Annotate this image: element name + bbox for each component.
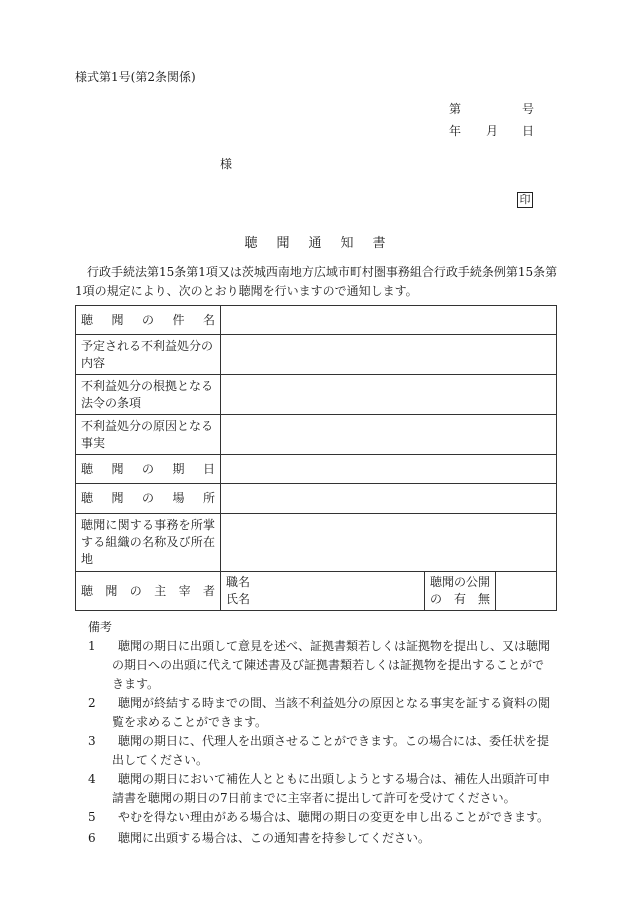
planned-disposition-value <box>221 335 557 375</box>
row-label: 聴聞の期日 <box>76 455 221 484</box>
org-info-value <box>221 514 557 572</box>
table-row <box>76 484 557 514</box>
date-month: 月 <box>486 124 499 138</box>
row-label: 予定される不利益処分の内容 <box>76 335 221 375</box>
disclosure-value <box>496 572 557 611</box>
row-label: 聴聞の主宰者 <box>76 572 221 611</box>
number-prefix: 第 <box>449 102 462 116</box>
table-row <box>76 375 557 415</box>
table-row <box>76 572 557 611</box>
job-title-label: 職名 <box>226 575 251 589</box>
remarks-heading: 備考 <box>88 620 113 634</box>
remark-item: 6 聴聞に出頭する場合は、この通知書を持参してください。 <box>88 831 431 845</box>
table-row <box>76 306 557 335</box>
date-day: 日 <box>522 124 535 138</box>
row-label: 聴聞の件名 <box>76 306 221 335</box>
row-label: 不利益処分の原因となる事実 <box>76 415 221 455</box>
table-row <box>76 335 557 375</box>
table-row <box>76 415 557 455</box>
hearing-info-table <box>75 305 557 611</box>
row-label: 聴聞に関する事務を所掌する組織の名称及び所在地 <box>76 514 221 572</box>
legal-basis-value <box>221 375 557 415</box>
presiding-officer-value <box>221 572 425 611</box>
remark-item: 3 聴聞の期日に、代理人を出頭させることができます。この場合には、委任状を提出してください。 <box>88 734 550 767</box>
remark-item: 4 聴聞の期日において補佐人とともに出頭しようとする場合は、補佐人出頭許可申請書を聴聞の期日の7日前までに主宰者に提出して許可を受けてください。 <box>88 772 551 805</box>
form-id: 様式第1号(第2条関係) <box>75 70 196 84</box>
seal-mark: 印 <box>517 192 533 208</box>
addressee-honorific: 様 <box>220 157 233 171</box>
table-row <box>76 455 557 484</box>
hearing-place-value <box>221 484 557 514</box>
number-suffix: 号 <box>522 102 535 116</box>
cause-facts-value <box>221 415 557 455</box>
hearing-date-value <box>221 455 557 484</box>
table-row <box>76 514 557 572</box>
row-label: 不利益処分の根拠となる法令の条項 <box>76 375 221 415</box>
remark-item: 2 聴聞が終結する時までの間、当該不利益処分の原因となる事実を証する資料の閲覧を求めることができます。 <box>88 696 551 729</box>
row-label: 聴聞の場所 <box>76 484 221 514</box>
hearing-subject-value <box>221 306 557 335</box>
name-label: 氏名 <box>226 592 251 606</box>
date-year: 年 <box>449 124 462 138</box>
intro-paragraph: 行政手続法第15条第1項又は茨城西南地方広域市町村圏事務組合行政手続条例第15条第1項の規定により、次のとおり聴聞を行いますので通知します。 <box>75 265 558 298</box>
disclosure-label: 聴聞の公開の有無 <box>425 572 496 611</box>
remark-item: 1 聴聞の期日に出頭して意見を述べ、証拠書類若しくは証拠物を提出し、又は聴聞の期日への出頭に代えて陳述書及び証拠書類若しくは証拠物を提出することができます。 <box>88 639 551 691</box>
remark-item: 5 やむを得ない理由がある場合は、聴聞の期日の変更を申し出ることができます。 <box>88 810 550 824</box>
page-title: 聴聞通知書 <box>244 236 405 251</box>
